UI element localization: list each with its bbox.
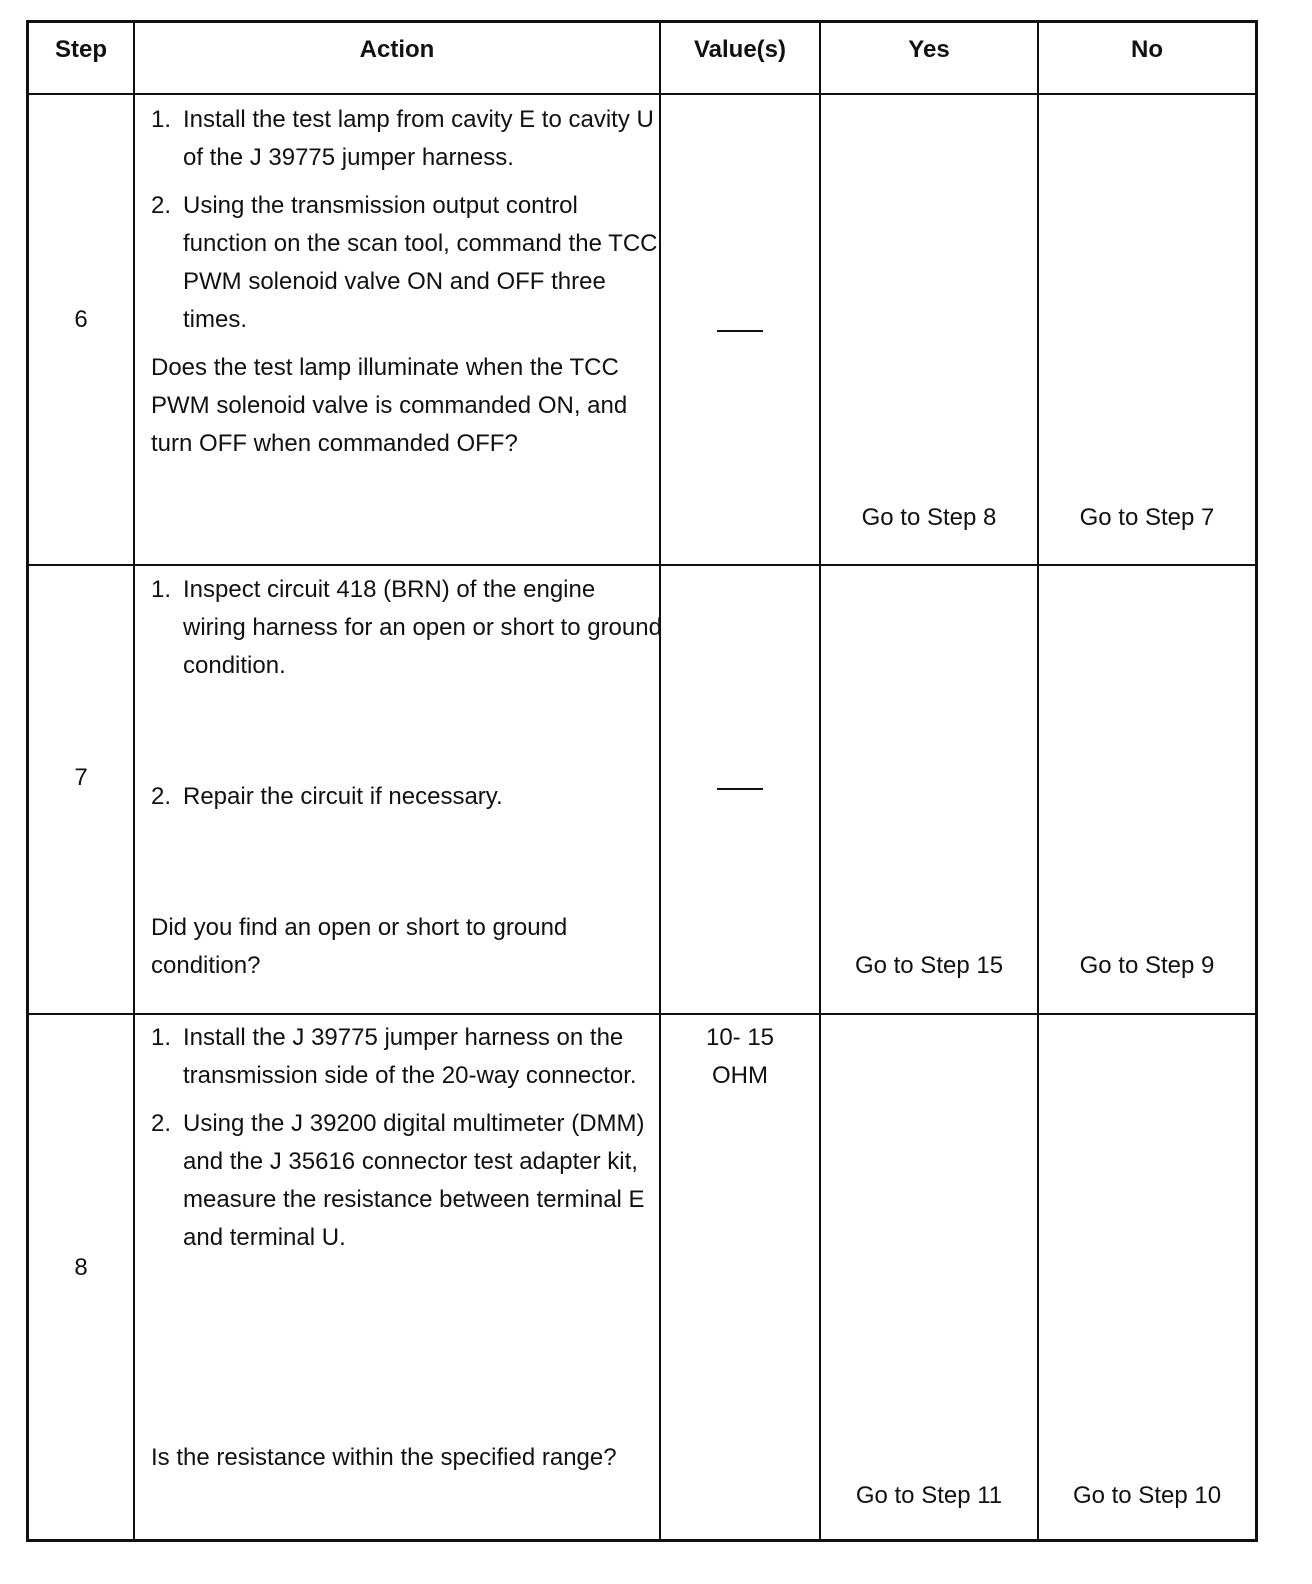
value-text: 10- 15 OHM — [705, 1024, 775, 1089]
list-item — [151, 571, 663, 685]
list-item — [151, 1019, 663, 1095]
item-number: 2. — [151, 192, 172, 219]
header-divider — [29, 93, 1255, 95]
header-action: Action — [359, 36, 435, 63]
yes-result: Go to Step 8 — [861, 504, 997, 531]
item-text: Using the J 39200 digital multimeter (DMM) and the J 35616 connector test adapter kit, measure the resistance between terminal E and terminal U. — [183, 1110, 645, 1251]
no-result: Go to Step 10 — [1072, 1482, 1222, 1509]
question-text: Does the test lamp illuminate when the TCC PWM solenoid valve is commanded ON, and turn OFF when commanded OFF? — [151, 354, 628, 457]
step-number: 8 — [74, 1254, 88, 1281]
column-divider — [133, 23, 135, 1539]
action-cell — [151, 1019, 663, 1257]
item-number: 2. — [151, 1110, 172, 1137]
no-result: Go to Step 9 — [1079, 952, 1215, 979]
item-number: 2. — [151, 783, 172, 810]
action-cell — [151, 571, 663, 685]
list-item — [151, 187, 663, 339]
row-divider — [29, 564, 1255, 566]
column-divider — [1037, 23, 1039, 1539]
row-divider — [29, 1013, 1255, 1015]
no-result: Go to Step 7 — [1079, 504, 1215, 531]
header-no: No — [1131, 36, 1163, 63]
step-number: 7 — [74, 764, 88, 791]
question-text: Did you find an open or short to ground condition? — [151, 914, 568, 979]
yes-result: Go to Step 11 — [855, 1482, 1003, 1509]
header-yes: Yes — [908, 36, 950, 63]
item-text: Install the J 39775 jumper harness on the transmission side of the 20-way connector. — [183, 1024, 637, 1089]
value-dash — [717, 788, 763, 790]
header-values: Value(s) — [693, 36, 787, 63]
list-item — [151, 778, 663, 816]
action-cell — [151, 101, 663, 463]
item-number: 1. — [151, 106, 172, 133]
item-number: 1. — [151, 1024, 172, 1051]
list-item — [151, 1105, 663, 1257]
yes-result: Go to Step 15 — [854, 952, 1004, 979]
column-divider — [819, 23, 821, 1539]
item-text: Install the test lamp from cavity E to cavity U of the J 39775 jumper harness. — [183, 106, 654, 171]
item-text: Using the transmission output control function on the scan tool, command the TCC PWM solenoid valve ON and OFF three times. — [183, 192, 658, 333]
item-text: Inspect circuit 418 (BRN) of the engine wiring harness for an open or short to ground condition. — [183, 576, 662, 679]
step-number: 6 — [74, 306, 88, 333]
header-step: Step — [54, 36, 107, 63]
action-cell — [151, 778, 663, 816]
item-text: Repair the circuit if necessary. — [183, 783, 503, 810]
value-dash — [717, 330, 763, 332]
list-item — [151, 101, 663, 177]
question-text: Is the resistance within the specified range? — [151, 1444, 617, 1471]
diagnostic-table — [26, 20, 1258, 1542]
item-number: 1. — [151, 576, 172, 603]
